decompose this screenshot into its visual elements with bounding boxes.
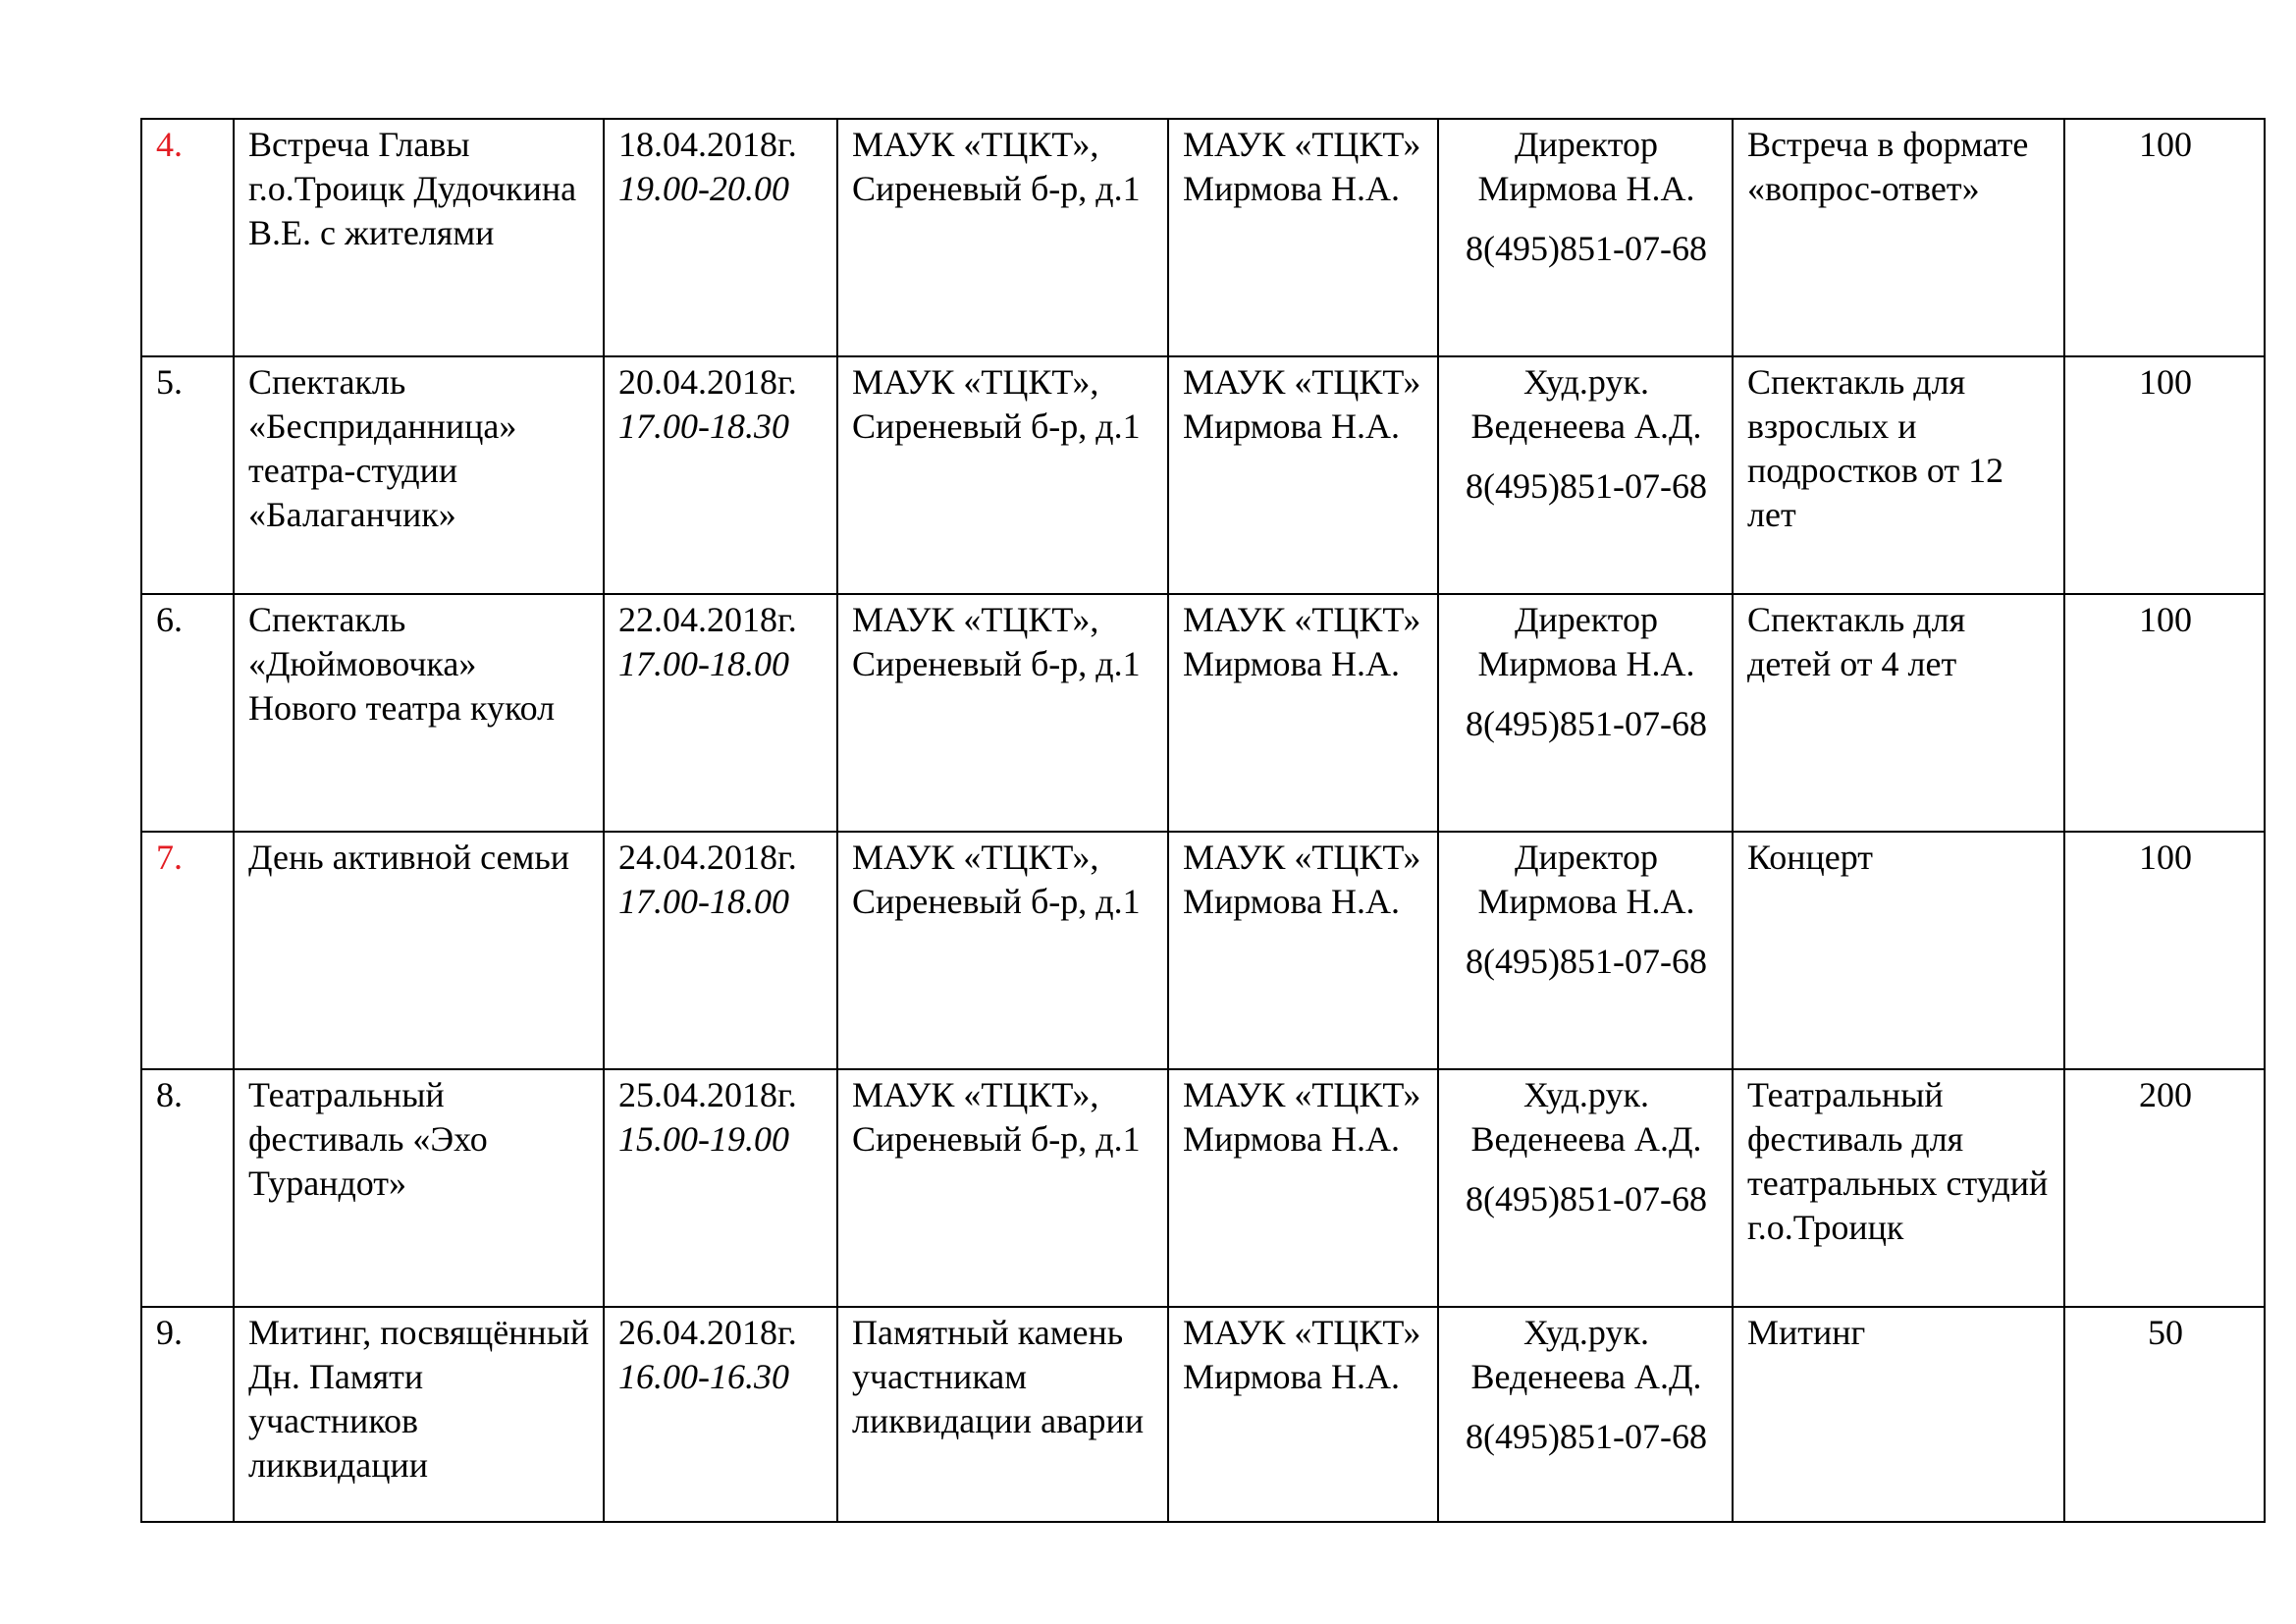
event-format: Спектакль для детей от 4 лет (1733, 594, 2064, 832)
event-time: 17.00-18.00 (618, 644, 789, 683)
event-time: 17.00-18.00 (618, 882, 789, 921)
event-title: Встреча Главы г.о.Троицк Дудочкина В.Е. с жителями (234, 119, 604, 356)
event-datetime (604, 356, 837, 594)
contact-name: Веденеева А.Д. (1470, 1119, 1702, 1159)
event-time: 15.00-19.00 (618, 1119, 789, 1159)
event-date: 26.04.2018г. (618, 1313, 797, 1352)
row-number: 4. (141, 119, 234, 356)
row-number: 6. (141, 594, 234, 832)
events-table-body (141, 119, 2265, 1522)
event-organizer: МАУК «ТЦКТ» Мирмова Н.А. (1168, 1069, 1438, 1307)
event-datetime (604, 1307, 837, 1522)
participant-count: 100 (2064, 356, 2265, 594)
contact-phone: 8(495)851-07-68 (1466, 1417, 1707, 1456)
event-time: 19.00-20.00 (618, 169, 789, 208)
event-organizer: МАУК «ТЦКТ» Мирмова Н.А. (1168, 119, 1438, 356)
contact-role: Худ.рук. (1523, 362, 1649, 402)
event-organizer: МАУК «ТЦКТ» Мирмова Н.А. (1168, 594, 1438, 832)
table-row (141, 594, 2265, 832)
responsible-contact (1438, 594, 1733, 832)
events-table-container (140, 118, 2264, 1523)
event-place: МАУК «ТЦКТ», Сиреневый б-р, д.1 (837, 594, 1168, 832)
contact-name: Веденеева А.Д. (1470, 1357, 1702, 1396)
responsible-contact (1438, 119, 1733, 356)
events-table (140, 118, 2266, 1523)
contact-role: Директор (1514, 125, 1659, 164)
event-place: МАУК «ТЦКТ», Сиреневый б-р, д.1 (837, 119, 1168, 356)
contact-name: Веденеева А.Д. (1470, 406, 1702, 446)
table-row (141, 1069, 2265, 1307)
event-date: 25.04.2018г. (618, 1075, 797, 1114)
participant-count: 50 (2064, 1307, 2265, 1522)
event-organizer: МАУК «ТЦКТ» Мирмова Н.А. (1168, 356, 1438, 594)
event-time: 16.00-16.30 (618, 1357, 789, 1396)
event-time: 17.00-18.30 (618, 406, 789, 446)
responsible-contact (1438, 1307, 1733, 1522)
event-place: МАУК «ТЦКТ», Сиреневый б-р, д.1 (837, 356, 1168, 594)
responsible-contact (1438, 1069, 1733, 1307)
event-place: МАУК «ТЦКТ», Сиреневый б-р, д.1 (837, 832, 1168, 1069)
row-number: 8. (141, 1069, 234, 1307)
contact-phone: 8(495)851-07-68 (1466, 942, 1707, 981)
event-title: День активной семьи (234, 832, 604, 1069)
contact-role: Худ.рук. (1523, 1313, 1649, 1352)
responsible-contact (1438, 832, 1733, 1069)
row-number: 5. (141, 356, 234, 594)
event-date: 18.04.2018г. (618, 125, 797, 164)
event-format: Театральный фестиваль для театральных студий г.о.Троицк (1733, 1069, 2064, 1307)
contact-role: Директор (1514, 600, 1659, 639)
contact-name: Мирмова Н.А. (1477, 882, 1695, 921)
event-datetime (604, 1069, 837, 1307)
contact-name: Мирмова Н.А. (1477, 644, 1695, 683)
table-row (141, 119, 2265, 356)
contact-phone: 8(495)851-07-68 (1466, 1179, 1707, 1218)
event-format: Встреча в формате «вопрос-ответ» (1733, 119, 2064, 356)
event-organizer: МАУК «ТЦКТ» Мирмова Н.А. (1168, 1307, 1438, 1522)
contact-role: Директор (1514, 838, 1659, 877)
event-title: Митинг, посвящённый Дн. Памяти участников ликвидации (234, 1307, 604, 1522)
contact-phone: 8(495)851-07-68 (1466, 704, 1707, 743)
row-number: 7. (141, 832, 234, 1069)
participant-count: 200 (2064, 1069, 2265, 1307)
event-title: Спектакль «Дюймовочка» Нового театра кукол (234, 594, 604, 832)
contact-role: Худ.рук. (1523, 1075, 1649, 1114)
responsible-contact (1438, 356, 1733, 594)
event-place: Памятный камень участникам ликвидации аварии (837, 1307, 1168, 1522)
event-date: 22.04.2018г. (618, 600, 797, 639)
table-row (141, 356, 2265, 594)
event-datetime (604, 119, 837, 356)
contact-name: Мирмова Н.А. (1477, 169, 1695, 208)
event-title: Театральный фестиваль «Эхо Турандот» (234, 1069, 604, 1307)
participant-count: 100 (2064, 119, 2265, 356)
participant-count: 100 (2064, 594, 2265, 832)
event-date: 24.04.2018г. (618, 838, 797, 877)
event-datetime (604, 594, 837, 832)
table-row (141, 1307, 2265, 1522)
contact-phone: 8(495)851-07-68 (1466, 229, 1707, 268)
event-date: 20.04.2018г. (618, 362, 797, 402)
event-title: Спектакль «Бесприданница» театра-студии «Балаганчик» (234, 356, 604, 594)
event-format: Спектакль для взрослых и подростков от 12 лет (1733, 356, 2064, 594)
event-place: МАУК «ТЦКТ», Сиреневый б-р, д.1 (837, 1069, 1168, 1307)
participant-count: 100 (2064, 832, 2265, 1069)
row-number: 9. (141, 1307, 234, 1522)
event-organizer: МАУК «ТЦКТ» Мирмова Н.А. (1168, 832, 1438, 1069)
event-format: Митинг (1733, 1307, 2064, 1522)
contact-phone: 8(495)851-07-68 (1466, 466, 1707, 506)
event-datetime (604, 832, 837, 1069)
table-row (141, 832, 2265, 1069)
event-format: Концерт (1733, 832, 2064, 1069)
